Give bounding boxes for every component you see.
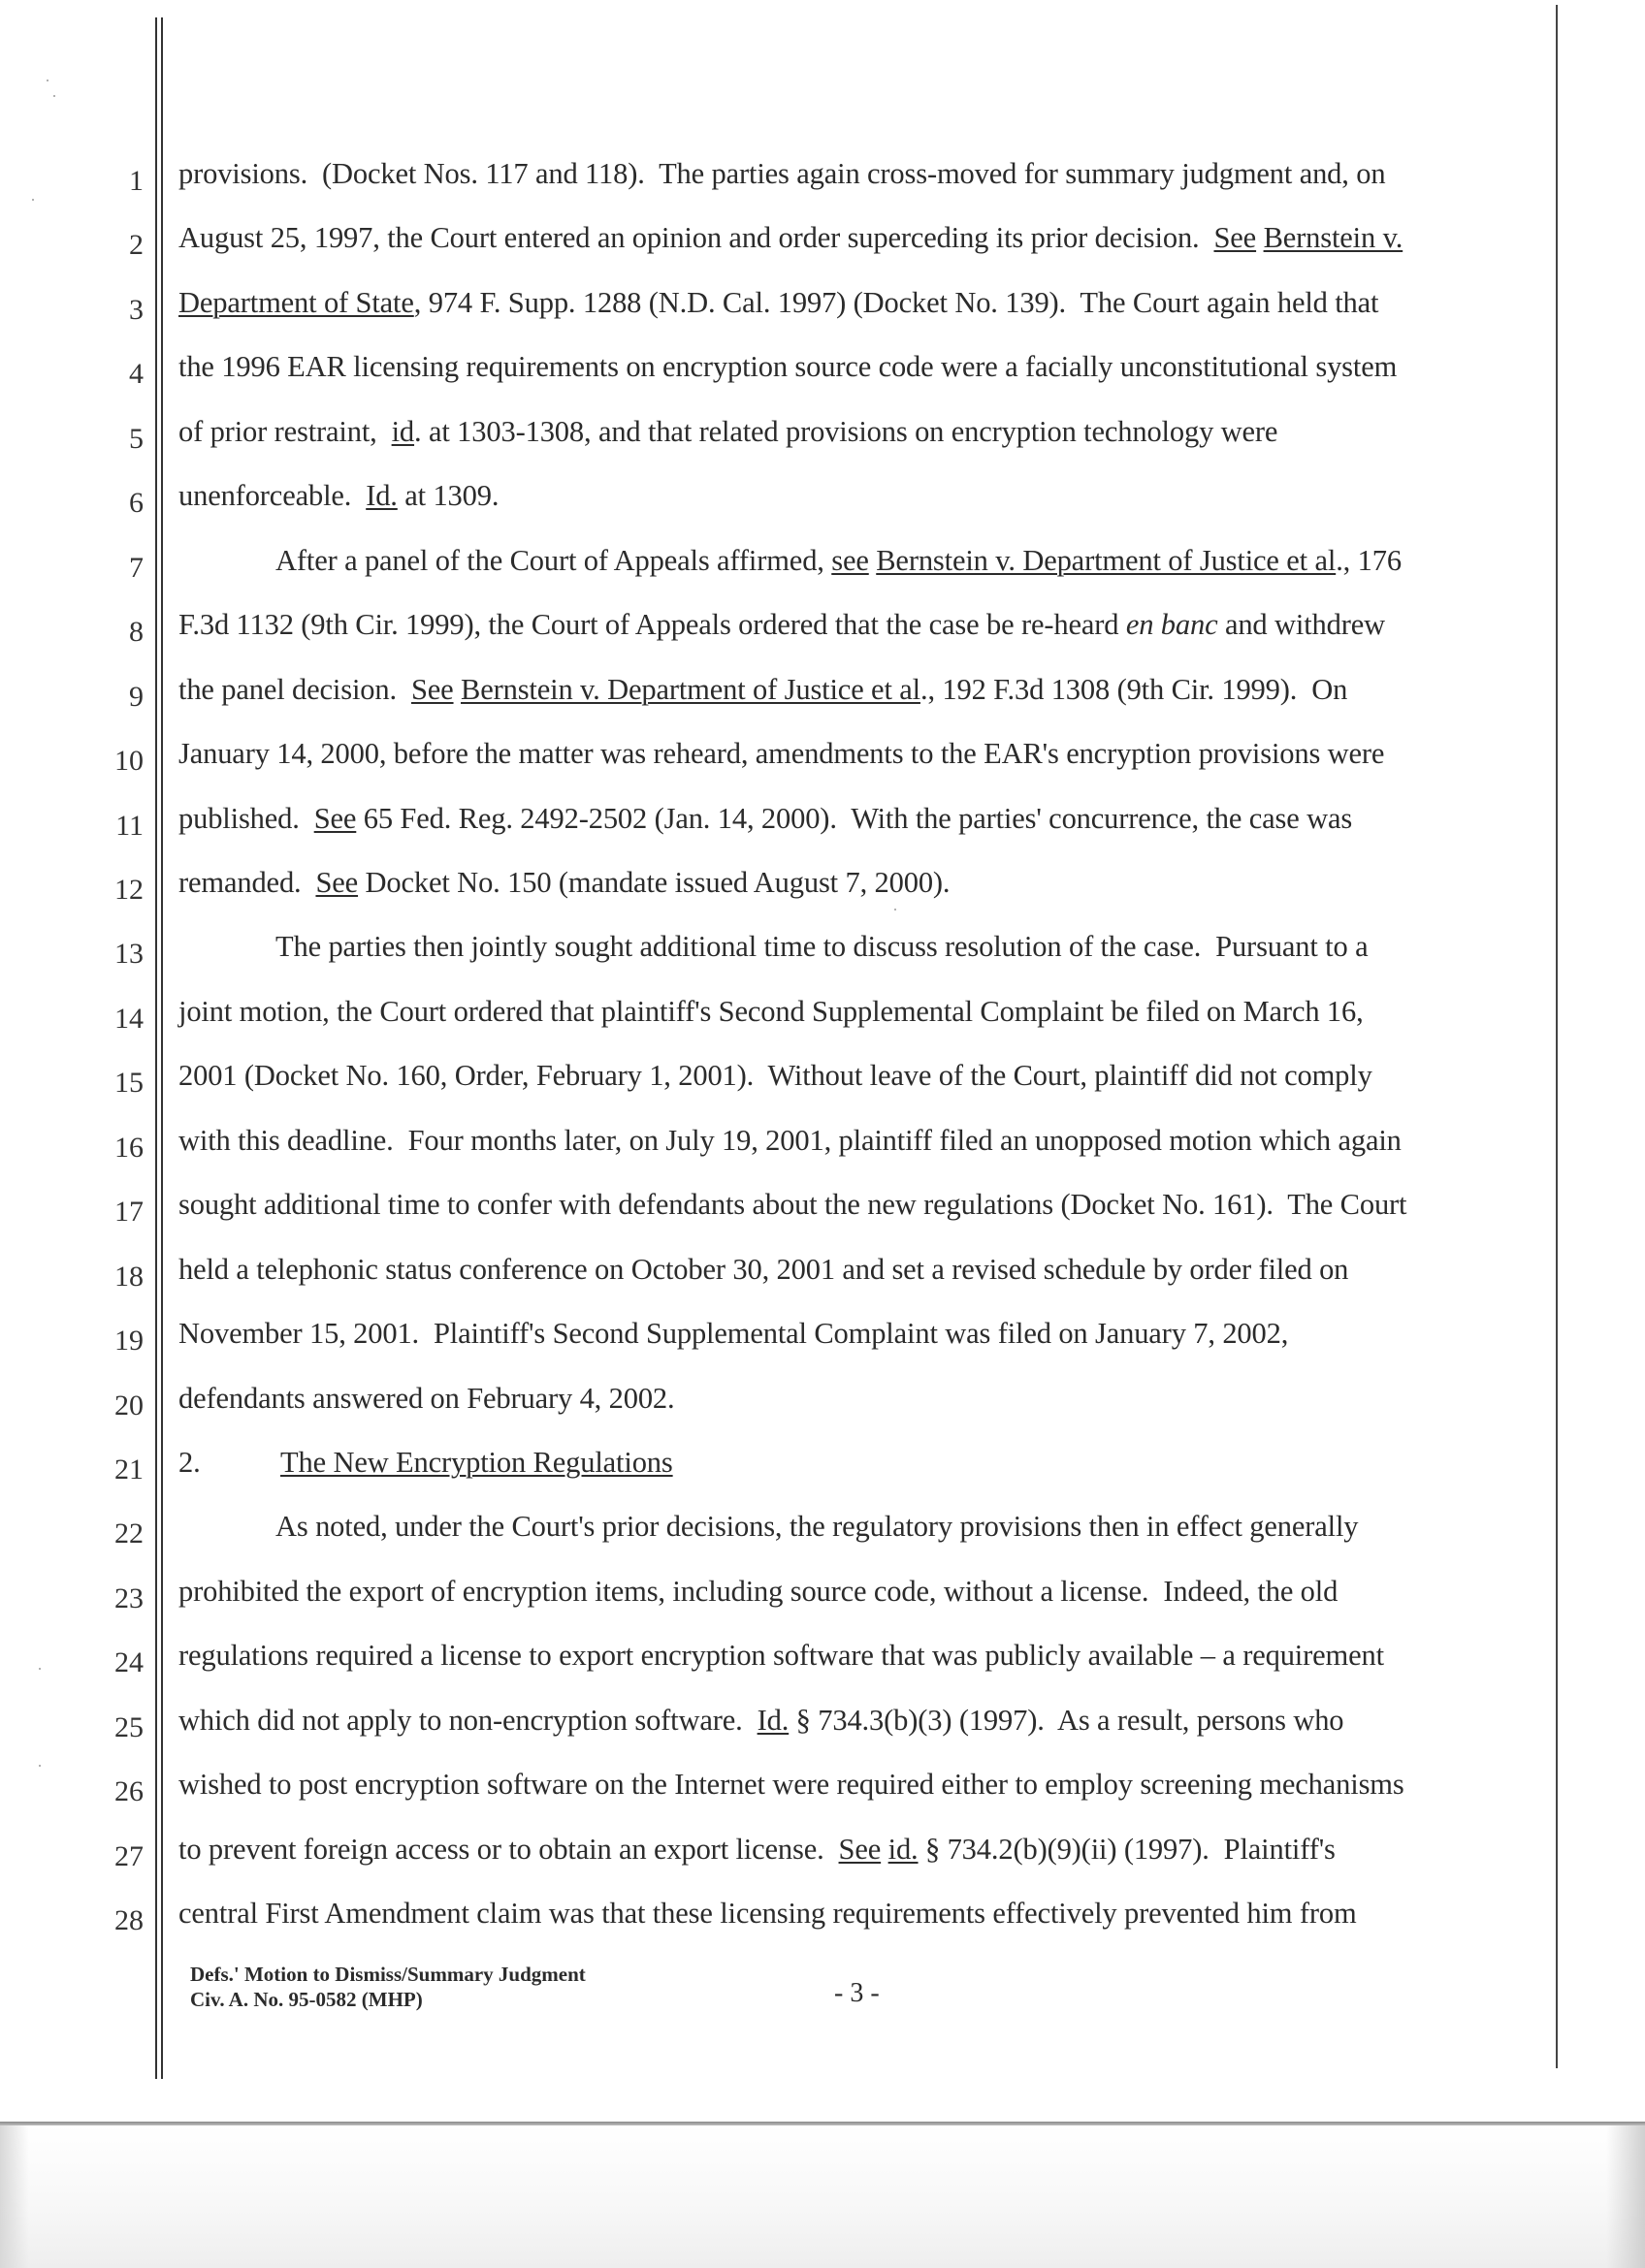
text-segment: wished to post encryption software on the Internet were required either to employ screening mechanisms bbox=[178, 1768, 1404, 1802]
text-segment: unenforceable. bbox=[178, 479, 367, 513]
text-line bbox=[178, 350, 1397, 383]
section-heading bbox=[178, 1446, 673, 1479]
citation-text: The New Encryption Regulations bbox=[280, 1446, 673, 1479]
text-segment: at 1309. bbox=[397, 479, 500, 513]
left-margin-double-rule bbox=[155, 17, 163, 2079]
text-line bbox=[178, 1639, 1384, 1672]
text-segment: , 974 F. Supp. 1288 (N.D. Cal. 1997) (Docket No. 139). The Court again held that bbox=[413, 285, 1379, 319]
line-number: 8 bbox=[129, 616, 144, 649]
citation-text: See bbox=[838, 1832, 882, 1866]
text-segment: November 15, 2001. Plaintiff's Second Supplemental Complaint was filed on January 7, 2002, bbox=[178, 1317, 1289, 1351]
line-number: 10 bbox=[114, 745, 144, 778]
text-segment: of prior restraint, bbox=[178, 414, 392, 448]
citation-text: See bbox=[313, 801, 357, 835]
citation-text: See bbox=[410, 672, 454, 706]
line-number: 23 bbox=[114, 1581, 144, 1614]
text-segment bbox=[881, 1833, 887, 1866]
text-line bbox=[178, 286, 1378, 319]
citation-text: Bernstein v. bbox=[1263, 221, 1403, 255]
text-segment: ., 192 F.3d 1308 (9th Cir. 1999). On bbox=[919, 672, 1348, 706]
citation-text: Bernstein v. Department of Justice et al bbox=[876, 543, 1337, 577]
line-number: 25 bbox=[114, 1710, 144, 1743]
text-segment bbox=[1256, 221, 1263, 254]
line-number: 7 bbox=[129, 551, 144, 584]
text-segment: the 1996 EAR licensing requirements on encryption source code were a facially unconstitutional system bbox=[178, 350, 1398, 384]
text-line bbox=[178, 1382, 675, 1415]
line-number: 6 bbox=[129, 487, 144, 520]
section-number: 2. bbox=[178, 1446, 201, 1479]
text-segment: F.3d 1132 (9th Cir. 1999), the Court of Appeals ordered that the case be re-heard bbox=[178, 608, 1126, 642]
text-segment: . at 1303-1308, and that related provisions on encryption technology were bbox=[414, 414, 1278, 448]
text-line bbox=[178, 221, 1403, 254]
text-segment: which did not apply to non-encryption software. bbox=[178, 1703, 758, 1737]
text-segment: January 14, 2000, before the matter was reheard, amendments to the EAR's encryption provisions were bbox=[178, 737, 1385, 771]
line-number: 16 bbox=[114, 1131, 144, 1164]
text-line bbox=[178, 479, 499, 512]
line-number: 13 bbox=[114, 938, 144, 971]
text-segment: remanded. bbox=[178, 865, 316, 899]
text-line bbox=[178, 157, 1385, 190]
citation-text: see bbox=[831, 543, 869, 577]
text-line bbox=[178, 1253, 1348, 1286]
line-number: 5 bbox=[129, 422, 144, 455]
citation-text: Id. bbox=[757, 1703, 790, 1737]
scanner-shadow bbox=[0, 2125, 29, 2268]
text-segment: defendants answered on February 4, 2002. bbox=[178, 1381, 675, 1415]
text-line bbox=[178, 415, 1277, 448]
scan-speck bbox=[53, 95, 55, 97]
text-line bbox=[178, 930, 1368, 963]
text-segment: to prevent foreign access or to obtain an export license. bbox=[178, 1832, 839, 1866]
line-number: 3 bbox=[129, 293, 144, 326]
citation-text: See bbox=[315, 865, 359, 899]
scan-speck bbox=[47, 80, 48, 81]
line-number: 20 bbox=[114, 1389, 144, 1421]
text-segment: The parties then jointly sought additional time to discuss resolution of the case. Pursuant to a bbox=[275, 930, 1369, 964]
citation-text: id bbox=[391, 414, 415, 448]
text-segment: published. bbox=[178, 801, 314, 835]
line-number: 18 bbox=[114, 1260, 144, 1293]
text-segment: held a telephonic status conference on October 30, 2001 and set a revised schedule by order filed on bbox=[178, 1252, 1349, 1286]
line-number: 9 bbox=[129, 680, 144, 713]
text-segment: the panel decision. bbox=[178, 672, 411, 706]
italic-text: en banc bbox=[1125, 608, 1218, 642]
text-line bbox=[178, 544, 1402, 577]
right-margin-rule bbox=[1556, 5, 1558, 2068]
line-number: 17 bbox=[114, 1196, 144, 1229]
scan-speck bbox=[39, 1668, 41, 1670]
text-line bbox=[178, 608, 1385, 641]
text-segment: 2001 (Docket No. 160, Order, February 1, 2001). Without leave of the Court, plaintiff did not comply bbox=[178, 1059, 1372, 1093]
line-number: 28 bbox=[114, 1904, 144, 1937]
text-segment: As noted, under the Court's prior decisions, the regulatory provisions then in effect generally bbox=[275, 1510, 1359, 1544]
text-segment: sought additional time to confer with defendants about the new regulations (Docket No. 161). The Court bbox=[178, 1188, 1407, 1222]
text-line bbox=[178, 1510, 1358, 1543]
line-number: 19 bbox=[114, 1325, 144, 1358]
line-number: 24 bbox=[114, 1646, 144, 1679]
footer-title: Defs.' Motion to Dismiss/Summary Judgment bbox=[190, 1963, 586, 1986]
text-segment: joint motion, the Court ordered that plaintiff's Second Supplemental Complaint be filed on March 16, bbox=[178, 994, 1364, 1028]
line-number: 15 bbox=[114, 1067, 144, 1100]
text-segment: prohibited the export of encryption items, including source code, without a license. Indeed, the old bbox=[178, 1574, 1339, 1608]
text-segment: regulations required a license to export encryption software that was publicly available – a requirement bbox=[178, 1639, 1384, 1673]
text-segment: central First Amendment claim was that these licensing requirements effectively prevented him from bbox=[178, 1897, 1357, 1931]
text-segment: and withdrew bbox=[1217, 608, 1386, 642]
scan-speck bbox=[32, 199, 34, 201]
scanner-bed bbox=[0, 2125, 1645, 2268]
text-segment: provisions. (Docket Nos. 117 and 118). The parties again cross-moved for summary judgment and, on bbox=[178, 157, 1386, 190]
text-segment: Docket No. 150 (mandate issued August 7, 2000). bbox=[358, 865, 951, 899]
text-line bbox=[178, 1768, 1404, 1801]
text-segment: After a panel of the Court of Appeals affirmed, bbox=[275, 543, 832, 577]
text-line bbox=[178, 995, 1364, 1028]
line-number: 21 bbox=[114, 1453, 144, 1485]
footer-caption bbox=[190, 1962, 586, 2012]
line-number: 26 bbox=[114, 1775, 144, 1808]
citation-text: See bbox=[1213, 221, 1257, 255]
citation-text: Department of State bbox=[178, 285, 414, 319]
text-line bbox=[178, 866, 950, 899]
text-line bbox=[178, 1833, 1336, 1866]
text-segment: August 25, 1997, the Court entered an opinion and order superceding its prior decision. bbox=[178, 221, 1214, 255]
text-line bbox=[178, 1124, 1402, 1157]
line-number: 22 bbox=[114, 1517, 144, 1550]
text-line bbox=[178, 1317, 1288, 1350]
text-line bbox=[178, 737, 1384, 770]
text-line bbox=[178, 1897, 1357, 1930]
text-line bbox=[178, 1059, 1372, 1092]
text-line bbox=[178, 802, 1352, 835]
text-line bbox=[178, 1575, 1338, 1608]
line-number: 14 bbox=[114, 1002, 144, 1035]
text-line bbox=[178, 673, 1347, 706]
scan-speck bbox=[894, 909, 896, 910]
line-number: 12 bbox=[114, 873, 144, 906]
text-line bbox=[178, 1188, 1406, 1221]
page-number: - 3 - bbox=[834, 1978, 880, 2008]
text-line bbox=[178, 1704, 1343, 1737]
text-segment bbox=[454, 673, 461, 706]
citation-text: Id. bbox=[366, 479, 398, 513]
line-number: 27 bbox=[114, 1839, 144, 1872]
citation-text: Bernstein v. Department of Justice et al bbox=[461, 672, 920, 706]
line-number: 2 bbox=[129, 229, 144, 262]
text-segment: 65 Fed. Reg. 2492-2502 (Jan. 14, 2000). With the parties' concurrence, the case was bbox=[356, 801, 1353, 835]
text-segment: § 734.3(b)(3) (1997). As a result, persons who bbox=[789, 1703, 1344, 1737]
line-number: 1 bbox=[129, 165, 144, 197]
line-number: 11 bbox=[115, 809, 144, 842]
text-segment: with this deadline. Four months later, on July 19, 2001, plaintiff filed an unopposed motion which again bbox=[178, 1123, 1402, 1157]
scanner-shadow bbox=[1606, 2125, 1645, 2268]
scan-speck bbox=[39, 1765, 41, 1767]
footer-case-number: Civ. A. No. 95-0582 (MHP) bbox=[190, 1988, 423, 2011]
citation-text: id. bbox=[887, 1832, 919, 1866]
line-number: 4 bbox=[129, 358, 144, 391]
text-segment: § 734.2(b)(9)(ii) (1997). Plaintiff's bbox=[918, 1832, 1336, 1866]
text-segment: ., 176 bbox=[1336, 543, 1402, 577]
